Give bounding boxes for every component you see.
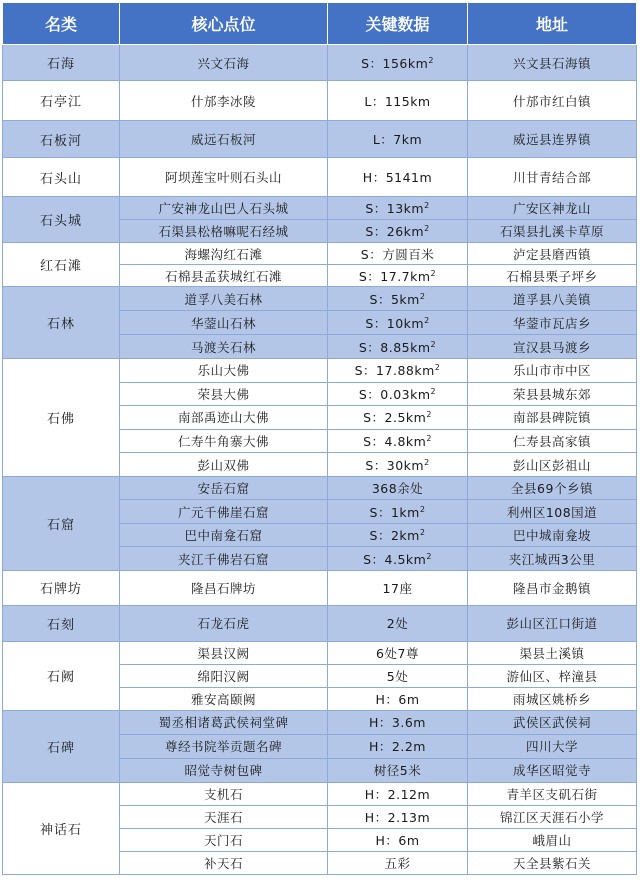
- key-data-cell: S：$1km^2$: [328, 500, 468, 524]
- header-address: 地址: [468, 3, 637, 45]
- site-cell: 荣县大佛: [120, 382, 328, 406]
- site-cell: 昭觉寺树包碑: [120, 758, 328, 782]
- site-cell: 华蓥山石林: [120, 311, 328, 335]
- table-row: [3, 710, 637, 734]
- site-cell: 蜀丞相诸葛武侯祠堂碑: [120, 710, 328, 734]
- category-cell: 石阙: [3, 641, 120, 710]
- site-cell: 石棉县孟获城红石滩: [120, 265, 328, 287]
- table-row: [3, 605, 637, 641]
- address-cell: 乐山市市中区: [468, 359, 637, 383]
- header-site: 核心点位: [120, 3, 328, 45]
- category-cell: 石刻: [3, 605, 120, 641]
- category-cell: 石亭江: [3, 81, 120, 121]
- table-row: [3, 45, 637, 81]
- category-cell: 石头城: [3, 197, 120, 243]
- key-data-cell: 2处: [328, 605, 468, 641]
- site-cell: 夹江千佛岩石窟: [120, 547, 328, 571]
- table-body: [3, 45, 637, 875]
- site-cell: 石龙石虎: [120, 605, 328, 641]
- key-data-cell: S：$4.8km^2$: [328, 429, 468, 453]
- address-cell: 川甘青结合部: [468, 158, 637, 197]
- key-data-cell: H：2.13m: [328, 805, 468, 828]
- category-cell: 神话石: [3, 782, 120, 874]
- site-cell: 阿坝莲宝叶则石头山: [120, 158, 328, 197]
- key-data-cell: H：2.12m: [328, 782, 468, 805]
- key-data-cell: 6处7尊: [328, 641, 468, 664]
- table-row: [3, 287, 637, 311]
- key-data-cell: S：$2.5km^2$: [328, 406, 468, 430]
- address-cell: 仁寿县高家镇: [468, 429, 637, 453]
- site-cell: 南部禹迹山大佛: [120, 406, 328, 430]
- key-data-cell: S：$10km^2$: [328, 311, 468, 335]
- address-cell: 夹江城西3公里: [468, 547, 637, 571]
- address-cell: 天全县紫石关: [468, 851, 637, 874]
- key-data-cell: S：$4.5km^2$: [328, 547, 468, 571]
- header-data: 关键数据: [328, 3, 468, 45]
- key-data-cell: S：$0.03km^2$: [328, 382, 468, 406]
- address-cell: 彭山区彭祖山: [468, 453, 637, 477]
- key-data-cell: 368余处: [328, 476, 468, 500]
- address-cell: 青羊区支矶石街: [468, 782, 637, 805]
- address-cell: 隆昌市金鹅镇: [468, 570, 637, 605]
- site-cell: 道孚八美石林: [120, 287, 328, 311]
- address-cell: 广安区神龙山: [468, 197, 637, 220]
- address-cell: 什邡市红白镇: [468, 81, 637, 121]
- key-data-cell: 五彩: [328, 851, 468, 874]
- table-row: [3, 782, 637, 805]
- site-cell: 绵阳汉阙: [120, 664, 328, 687]
- address-cell: 四川大学: [468, 734, 637, 758]
- key-data-cell: S：$5km^2$: [328, 287, 468, 311]
- site-cell: 马渡关石林: [120, 335, 328, 359]
- address-cell: 兴文县石海镇: [468, 45, 637, 81]
- site-cell: 天涯石: [120, 805, 328, 828]
- site-cell: 天门石: [120, 828, 328, 851]
- table-row: [3, 158, 637, 197]
- key-data-cell: S：$8.85km^2$: [328, 335, 468, 359]
- address-cell: 成华区昭觉寺: [468, 758, 637, 782]
- key-data-cell: S：方圆百米: [328, 243, 468, 265]
- key-data-cell: H：2.2m: [328, 734, 468, 758]
- table-row: [3, 197, 637, 220]
- header-row: [3, 3, 637, 45]
- site-cell: 仁寿牛角寨大佛: [120, 429, 328, 453]
- table-row: [3, 359, 637, 383]
- key-data-cell: 树径5米: [328, 758, 468, 782]
- address-cell: 南部县碑院镇: [468, 406, 637, 430]
- table-row: [3, 81, 637, 121]
- key-data-cell: S：$30km^2$: [328, 453, 468, 477]
- category-cell: 石牌坊: [3, 570, 120, 605]
- site-cell: 什邡李冰陵: [120, 81, 328, 121]
- address-cell: 道孚县八美镇: [468, 287, 637, 311]
- address-cell: 宣汉县马渡乡: [468, 335, 637, 359]
- key-data-cell: S：$2km^2$: [328, 523, 468, 547]
- category-cell: 石头山: [3, 158, 120, 197]
- site-cell: 彭山双佛: [120, 453, 328, 477]
- category-cell: 红石滩: [3, 243, 120, 287]
- site-cell: 渠县汉阙: [120, 641, 328, 664]
- site-cell: 支机石: [120, 782, 328, 805]
- site-cell: 安岳石窟: [120, 476, 328, 500]
- table-row: [3, 476, 637, 500]
- table-row: [3, 121, 637, 158]
- key-data-cell: 5处: [328, 664, 468, 687]
- site-cell: 广安神龙山巴人石头城: [120, 197, 328, 220]
- key-data-cell: S：$26km^2$: [328, 220, 468, 243]
- key-data-cell: S：$13km^2$: [328, 197, 468, 220]
- key-data-cell: 17座: [328, 570, 468, 605]
- key-data-cell: S：$17.88km^2$: [328, 359, 468, 383]
- category-cell: 石海: [3, 45, 120, 81]
- address-cell: 锦江区天涯石小学: [468, 805, 637, 828]
- address-cell: 雨城区姚桥乡: [468, 687, 637, 710]
- site-cell: 石渠县松格嘛呢石经城: [120, 220, 328, 243]
- address-cell: 巴中城南龛坡: [468, 523, 637, 547]
- key-data-cell: H：3.6m: [328, 710, 468, 734]
- site-cell: 广元千佛崖石窟: [120, 500, 328, 524]
- category-cell: 石佛: [3, 359, 120, 477]
- address-cell: 华蓥市瓦店乡: [468, 311, 637, 335]
- key-data-cell: L：115km: [328, 81, 468, 121]
- key-data-cell: H：6m: [328, 687, 468, 710]
- site-cell: 海螺沟红石滩: [120, 243, 328, 265]
- stone-landmarks-table: [2, 2, 637, 875]
- address-cell: 彭山区江口街道: [468, 605, 637, 641]
- category-cell: 石板河: [3, 121, 120, 158]
- key-data-cell: S：$17.7km^2$: [328, 265, 468, 287]
- key-data-cell: H：5141m: [328, 158, 468, 197]
- site-cell: 威远石板河: [120, 121, 328, 158]
- address-cell: 武侯区武侯祠: [468, 710, 637, 734]
- site-cell: 隆昌石牌坊: [120, 570, 328, 605]
- address-cell: 威远县连界镇: [468, 121, 637, 158]
- address-cell: 利州区108国道: [468, 500, 637, 524]
- key-data-cell: H：6m: [328, 828, 468, 851]
- address-cell: 石棉县栗子坪乡: [468, 265, 637, 287]
- address-cell: 荣县县城东郊: [468, 382, 637, 406]
- category-cell: 石窟: [3, 476, 120, 570]
- key-data-cell: S：$156km^2$: [328, 45, 468, 81]
- address-cell: 石渠县扎溪卡草原: [468, 220, 637, 243]
- site-cell: 乐山大佛: [120, 359, 328, 383]
- site-cell: 兴文石海: [120, 45, 328, 81]
- address-cell: 峨眉山: [468, 828, 637, 851]
- site-cell: 巴中南龛石窟: [120, 523, 328, 547]
- address-cell: 泸定县磨西镇: [468, 243, 637, 265]
- category-cell: 石碑: [3, 710, 120, 782]
- table-row: [3, 641, 637, 664]
- site-cell: 尊经书院举贡题名碑: [120, 734, 328, 758]
- key-data-cell: L：7km: [328, 121, 468, 158]
- header-category: 名类: [3, 3, 120, 45]
- table-row: [3, 570, 637, 605]
- address-cell: 游仙区、梓潼县: [468, 664, 637, 687]
- site-cell: 补天石: [120, 851, 328, 874]
- site-cell: 雅安高颐阙: [120, 687, 328, 710]
- category-cell: 石林: [3, 287, 120, 359]
- address-cell: 全县69个乡镇: [468, 476, 637, 500]
- table-row: [3, 243, 637, 265]
- address-cell: 渠县土溪镇: [468, 641, 637, 664]
